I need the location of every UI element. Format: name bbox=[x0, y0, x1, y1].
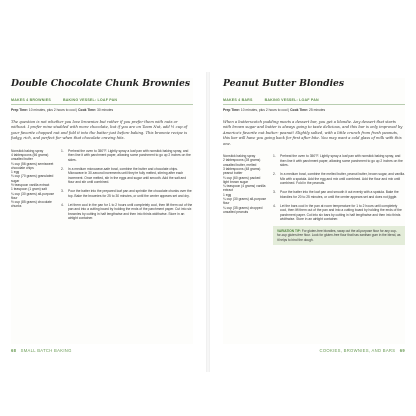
ingredient-item: 4 tablespoons (56 grams) unsalted butter bbox=[11, 152, 49, 162]
ingredient-item: ¼ cup (30 grams) all-purpose flour bbox=[11, 191, 55, 200]
recipe-meta-row bbox=[11, 98, 193, 105]
ingredient-list bbox=[11, 149, 55, 226]
yield-label: MAKES 4 BROWNIES bbox=[11, 98, 51, 102]
variation-tip-text: For gluten-free blondies, swap out the all-purpose flour for any cup-for-cup gluten-free flour. Look for gluten-free flour that has xanthan gum in the blend, as it helps to bind the dough. bbox=[277, 229, 401, 242]
recipe-body bbox=[11, 149, 193, 226]
prep-time-value: 10 minutes, plus 2 hours to cool bbox=[28, 108, 76, 112]
prep-time-label: Prep Time: bbox=[223, 108, 240, 112]
page-number: 69 bbox=[399, 348, 405, 353]
cook-time-label: Cook Time: bbox=[290, 108, 309, 112]
method-step: 2. In a medium bowl, combine the melted butter, peanut butter, brown sugar, and vanilla. Mix with a spatula. Add the egg and mix until combined. Add the flour and mix until combined. Fold in the peanuts. bbox=[273, 172, 405, 186]
recipe-times: Prep Time: 10 minutes, plus 2 hours to cool | Cook Time: 25 minutes bbox=[223, 108, 326, 112]
step-text: Preheat the oven to 350°F. Lightly spray a loaf pan with nonstick baking spray, and then line it with parchment paper, allowing some parchment to go up 2 inches on the sides. bbox=[68, 148, 191, 162]
ingredient-item: 3 tablespoons (48 grams) peanut butter bbox=[223, 166, 261, 176]
step-text: Preheat the oven to 350°F. Lightly spray a loaf pan with nonstick baking spray, and then line it with parchment paper, allowing some parchment to go up 2 inches on the sides. bbox=[280, 154, 403, 168]
running-footer: SMALL BATCH BAKING bbox=[20, 348, 72, 353]
recipe-intro: When a butterscotch pudding meets a dessert bar, you get a blondie. Any dessert that starts with brown sugar and butter is always going to taste delicious, and this bar is only improved by America's favorite nut butter: peanut! Slightly salted, with a little crunch from fresh peanuts, this bar will have you going back for first after bite. You may want a cold glass of milk with this one. bbox=[223, 120, 403, 146]
running-footer: COOKIES, BROWNIES, AND BARS bbox=[319, 348, 396, 353]
step-text: Pour the batter into the loaf pan and smooth it out evenly with a spatula. Bake the blondies for 20 to 25 minutes, or until the center appears set and does not jiggle. bbox=[280, 190, 399, 199]
ingredient-item: 1 egg bbox=[11, 170, 20, 175]
ingredient-item: ¼ teaspoon (4 grams) vanilla extract bbox=[223, 184, 266, 193]
ingredient-item: ¼ cup (30 grams) all-purpose flour bbox=[223, 197, 267, 206]
recipe-meta-row bbox=[223, 98, 405, 105]
ingredient-item: ⅓ cup (70 grams) granulated sugar bbox=[11, 174, 54, 183]
recipe-body bbox=[223, 154, 405, 245]
prep-time-value: 10 minutes, plus 2 hours to cool bbox=[240, 108, 288, 112]
ingredient-item: ½ cup (85 grams) chocolate chunks bbox=[11, 200, 52, 209]
method-step: 3. Pour the batter into the loaf pan and smooth it out evenly with a spatula. Bake the blondies for 20 to 25 minutes, or until the center appears set and does not jiggle. bbox=[273, 190, 405, 199]
ingredient-item: 1 teaspoon (1 gram) salt bbox=[11, 187, 47, 192]
step-text: In a medium bowl, combine the melted butter, peanut butter, brown sugar, and vanilla. Mix with a spatula. Add the egg and mix until combined. Add the flour and mix until combined. Fold in the peanuts. bbox=[280, 172, 405, 186]
variation-tip-label: VARIATION TIP: bbox=[277, 229, 301, 234]
recipe-title: Double Chocolate Chunk Brownies bbox=[11, 78, 191, 89]
recipe-times: Prep Time: 10 minutes, plus 2 hours to cool | Cook Time: 30 minutes bbox=[11, 108, 114, 112]
vessel-label: BAKING VESSEL: LOAF PAN bbox=[62, 98, 118, 102]
ingredient-item: ⅓ cup (56 grams) semisweet chocolate chips bbox=[11, 161, 54, 170]
left-folio bbox=[11, 348, 72, 353]
yield-label: MAKES 4 BARS bbox=[223, 98, 253, 102]
method-step: 2. In a medium microwave-safe bowl, combine the butter and chocolate chips. Microwave in 30-second increments until they're fully melted, stirring after each increment. Once melted, stir in the eggs and sugar until smooth. Add the salt and flour and stir until combined. bbox=[61, 167, 193, 185]
variation-tip-box bbox=[273, 226, 405, 245]
vessel-label: BAKING VESSEL: LOAF PAN bbox=[264, 98, 319, 102]
ingredient-item: 2 tablespoons (28 grams) unsalted butter, melted bbox=[223, 158, 261, 167]
page-number: 68 bbox=[11, 348, 17, 353]
method-step: 3. Pour the batter into the prepared loaf pan and sprinkle the chocolate chunks over the top. Bake the brownies for 25 to 30 minutes, or until the center appears set and dry. bbox=[61, 189, 192, 198]
method-steps bbox=[273, 154, 405, 245]
ingredient-item: ¼ cup (35 grams) chopped unsalted peanuts bbox=[223, 205, 263, 214]
right-folio bbox=[320, 348, 405, 353]
method-step: 1. Preheat the oven to 350°F. Lightly spray a loaf pan with nonstick baking spray, and then line it with parchment paper, allowing some parchment to go up 2 inches on the sides. bbox=[61, 149, 193, 163]
step-text: Pour the batter into the prepared loaf pan and sprinkle the chocolate chunks over the top. Bake the brownies for 25 to 30 minutes, or until the center appears set and dry. bbox=[68, 189, 192, 198]
cook-time-label: Cook Time: bbox=[78, 108, 97, 112]
left-page bbox=[11, 78, 193, 344]
ingredient-item: 1 egg bbox=[223, 192, 232, 197]
book-gutter bbox=[206, 72, 210, 372]
ingredient-list bbox=[223, 154, 267, 245]
ingredient-item: ⅓ cup (60 grams) packed light brown sugar bbox=[223, 175, 261, 184]
cook-time-value: 30 minutes bbox=[97, 108, 114, 112]
cook-time-value: 25 minutes bbox=[309, 108, 326, 112]
ingredient-item: ½ teaspoon vanilla extract bbox=[11, 183, 50, 187]
step-text: Let them cool in the pan for 1 to 2 hours until completely cool, then lift them out of the pan and into a cutting board by holding the ends of the parchment paper. Cut into six brownies by cutting in half lengthwise and then into thirds widthwise. Store in an airtight container. bbox=[68, 202, 193, 221]
method-step: 4. Let the bars cool in the pan at room temperature for 1 to 2 hours until completely cool, then lift them out of the pan and into a cutting board by holding the ends of the parchment paper. Cut into six bars by cutting in half lengthwise and then into thirds widthwise. Store in an airtight container. bbox=[273, 204, 405, 222]
recipe-intro: The question is not whether you love brownies but rather if you prefer them with nuts or without. I prefer mine studded with more chocolate, but if you are on Team Nut, add ½ cup of your favorite chopped nut and fold it into the batter just before baking. This brownie recipe is fudgy, rich, and perfect for when that chocolate craving hits. bbox=[11, 120, 188, 141]
method-steps bbox=[61, 149, 193, 226]
recipe-title: Peanut Butter Blondies bbox=[223, 78, 345, 89]
ingredient-item: Nonstick baking spray bbox=[11, 148, 44, 153]
prep-time-label: Prep Time: bbox=[11, 108, 28, 112]
step-text: In a medium microwave-safe bowl, combine the butter and chocolate chips. Microwave in 30-second increments until they're fully melted, stirring after each increment. Once melted, stir in the eggs and sugar until smooth. Add the salt and flour and stir until combined. bbox=[68, 166, 187, 185]
method-step: 4. Let them cool in the pan for 1 to 2 hours until completely cool, then lift them out of the pan and into a cutting board by holding the ends of the parchment paper. Cut into six brownies by cutting in half lengthwise and then into thirds widthwise. Store in an airtight container. bbox=[61, 202, 193, 221]
step-text: Let the bars cool in the pan at room temperature for 1 to 2 hours until completely cool, then lift them out of the pan and into a cutting board by holding the ends of the parchment paper. Cut into six bars by cutting in half lengthwise and then into thirds widthwise. Store in an airtight container. bbox=[280, 203, 402, 222]
method-step: 1. Preheat the oven to 350°F. Lightly spray a loaf pan with nonstick baking spray, and then line it with parchment paper, allowing some parchment to go up 2 inches on the sides. bbox=[273, 154, 405, 168]
ingredient-item: Nonstick baking spray bbox=[223, 154, 256, 159]
right-page bbox=[223, 78, 405, 344]
